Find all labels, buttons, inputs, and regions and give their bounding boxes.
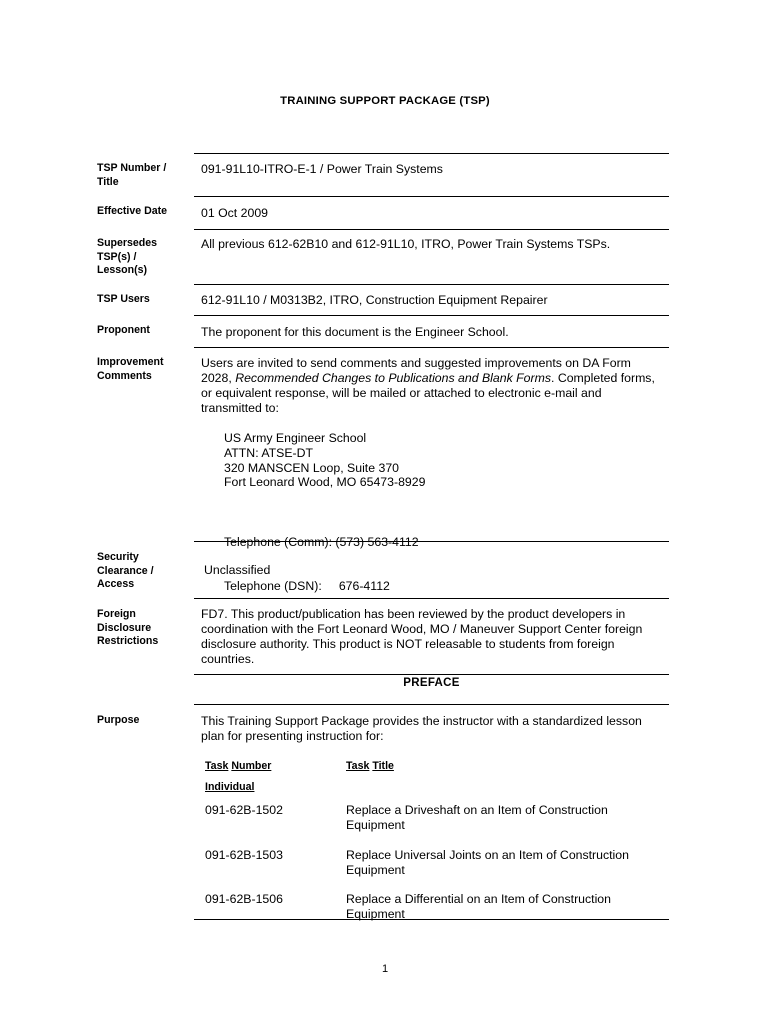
tsp-users-label: TSP Users [97, 293, 150, 305]
document-title: TRAINING SUPPORT PACKAGE (TSP) [280, 95, 490, 107]
telephone-comm: Telephone (Comm): (573) 563-4112 [224, 534, 419, 549]
address-line: 320 MANSCEN Loop, Suite 370 [224, 460, 399, 475]
table-rule [194, 674, 669, 675]
mailing-address [224, 431, 644, 490]
header-task-word: Task [346, 760, 370, 772]
task-number: 091-62B-1502 [205, 803, 283, 817]
header-number-word: Number [231, 760, 272, 772]
supersedes-label: Supersedes TSP(s) / Lesson(s) [97, 237, 158, 276]
tsp-number-value: 091-91L10-ITRO-E-1 / Power Train Systems [201, 162, 443, 176]
task-number-header [205, 760, 271, 772]
security-value: Unclassified [204, 563, 271, 577]
purpose-label: Purpose [97, 714, 140, 726]
proponent-label: Proponent [97, 324, 150, 336]
improvement-comments-label: Improvement Comments [97, 356, 164, 382]
page-number: 1 [381, 963, 389, 975]
effective-date-label: Effective Date [97, 205, 168, 217]
effective-date-value: 01 Oct 2009 [201, 206, 268, 220]
header-task-word: Task [205, 760, 229, 772]
table-rule [194, 153, 669, 154]
table-rule [194, 347, 669, 348]
purpose-text: This Training Support Package provides the instructor with a standardized lesson plan for presenting instruction for: [201, 714, 642, 743]
improvement-comments-text [201, 356, 663, 416]
task-number: 091-62B-1503 [205, 848, 283, 862]
task-title-header [346, 760, 394, 772]
improvement-text-pre: Users are invited to send comments and suggested improvements on DA Form 2028, [201, 356, 631, 385]
table-rule [194, 229, 669, 230]
security-label: Security Clearance / Access [97, 551, 154, 590]
foreign-disclosure-value: FD7. This product/publication has been reviewed by the product developers in coordination with the Fort Leonard Wood, MO / Maneuver Support Center foreign disclosure authority. This product is NOT releasable to students from foreign countries. [201, 607, 643, 666]
address-line: US Army Engineer School [224, 431, 367, 445]
address-line: ATTN: ATSE-DT [224, 445, 314, 460]
task-title: Replace a Differential on an Item of Construction Equipment [346, 892, 611, 921]
improvement-text-post: . Completed forms, or equivalent response, will be mailed or attached to electronic e-mail and transmitted to: [201, 371, 655, 415]
supersedes-value: All previous 612-62B10 and 612-91L10, ITRO, Power Train Systems TSPs. [201, 237, 611, 251]
table-rule [194, 315, 669, 316]
telephone-block [224, 505, 644, 609]
header-title-word: Title [372, 760, 394, 772]
tsp-users-value: 612-91L10 / M0313B2, ITRO, Construction Equipment Repairer [201, 293, 548, 307]
form-title-italic: Recommended Changes to Publications and Blank Forms [235, 371, 551, 385]
table-rule [194, 704, 669, 705]
task-title: Replace Universal Joints on an Item of Construction Equipment [346, 848, 629, 877]
tsp-number-label: TSP Number / Title [97, 162, 167, 188]
individual-group-label: Individual [205, 781, 255, 793]
table-rule [194, 196, 669, 197]
proponent-value: The proponent for this document is the Engineer School. [201, 325, 509, 339]
table-rule [194, 284, 669, 285]
preface-heading: PREFACE [403, 677, 460, 689]
telephone-dsn: Telephone (DSN): 676-4112 [224, 578, 390, 593]
task-number: 091-62B-1506 [205, 892, 283, 906]
task-title: Replace a Driveshaft on an Item of Construction Equipment [346, 803, 608, 832]
address-line: Fort Leonard Wood, MO 65473-8929 [224, 475, 426, 490]
foreign-disclosure-label: Foreign Disclosure Restrictions [97, 608, 159, 647]
